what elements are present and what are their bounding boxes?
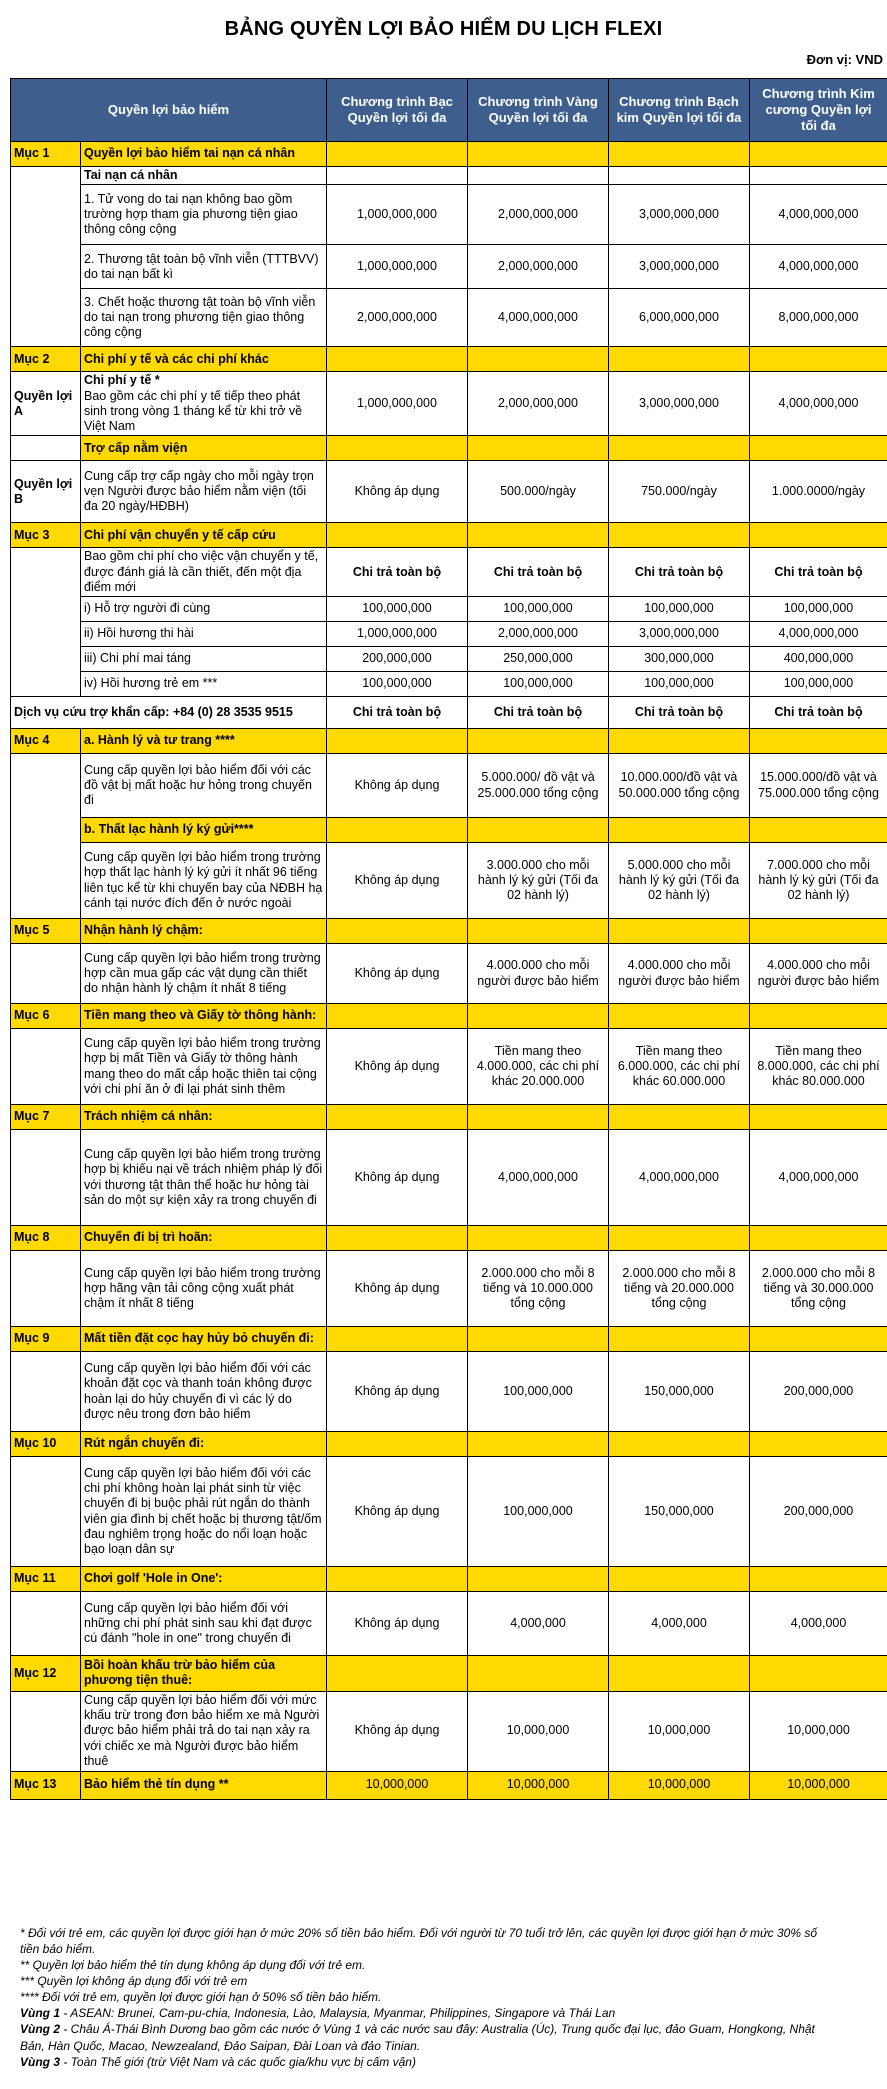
value-cell: 10,000,000 (327, 1771, 468, 1799)
header-gold: Chương trình Vàng Quyền lợi tối đa (468, 79, 609, 142)
row-label-title: Chi phí y tế * (84, 373, 160, 388)
value-cell: Chi trả toàn bộ (609, 548, 750, 597)
value-cell: 100,000,000 (327, 672, 468, 697)
row-label: Cung cấp quyền lợi bảo hiểm trong trường hợp cần mua gấp các vật dụng cần thiết do nhận hành lý chậm ít nhất 8 tiếng (81, 944, 327, 1004)
value-cell: 200,000,000 (750, 1457, 887, 1567)
value-cell: 2,000,000,000 (468, 245, 609, 289)
section-row (11, 1004, 887, 1029)
zone-label: Vùng 2 (20, 2022, 61, 2037)
row-label: Cung cấp quyền lợi bảo hiểm đối với các chi phí không hoàn lại phát sinh từ việc chuyến đi bị buộc phải rút ngắn do thành viên gia đình bị chết hoặc bị thương tật/ốm đau nghiêm trọng hoặc do nổi loạn hoặc bạo loạn dân sự (81, 1457, 327, 1567)
value-cell: 10,000,000 (750, 1691, 887, 1771)
section-title: Chuyến đi bị trì hoãn: (81, 1226, 327, 1251)
value-cell: Chi trả toàn bộ (327, 548, 468, 597)
table-row (11, 1352, 887, 1432)
section-row (11, 1771, 887, 1799)
section-row (11, 523, 887, 548)
section-row (11, 1656, 887, 1692)
table-row (11, 1029, 887, 1105)
section-title: Bồi hoàn khấu trừ bảo hiểm của phương tiện thuê: (81, 1656, 327, 1692)
value-cell: 4,000,000,000 (750, 185, 887, 245)
value-cell: Không áp dụng (327, 1691, 468, 1771)
section-title: Rút ngắn chuyến đi: (81, 1432, 327, 1457)
value-cell: 150,000,000 (609, 1457, 750, 1567)
value-cell: 5.000.000 cho mỗi hành lý ký gửi (Tối đa 02 hành lý) (609, 843, 750, 919)
section-row (11, 1567, 887, 1592)
value-cell: 1,000,000,000 (327, 245, 468, 289)
section-label: Mục 3 (11, 523, 81, 548)
subsection-title: Tai nạn cá nhân (81, 167, 327, 185)
zone-note (20, 2005, 887, 2021)
value-cell: 200,000,000 (750, 1352, 887, 1432)
value-cell: 3.000.000 cho mỗi hành lý ký gửi (Tối đa 02 hành lý) (468, 843, 609, 919)
value-cell: 100,000,000 (468, 672, 609, 697)
value-cell: 100,000,000 (750, 672, 887, 697)
header-silver: Chương trình Bạc Quyền lợi tối đa (327, 79, 468, 142)
value-cell: 4,000,000,000 (750, 372, 887, 436)
value-cell: Chi trả toàn bộ (468, 548, 609, 597)
value-cell: 4.000.000 cho mỗi người được bảo hiểm (468, 944, 609, 1004)
value-cell: 2,000,000,000 (468, 185, 609, 245)
value-cell: 500.000/ngày (468, 461, 609, 523)
section-row (11, 436, 887, 461)
zone-desc: - Toàn Thế giới (trừ Việt Nam và các quốc gia/khu vực bị cấm vận) (60, 2054, 416, 2069)
table-row (11, 754, 887, 818)
value-cell: 2,000,000,000 (468, 622, 609, 647)
section-label: Mục 6 (11, 1004, 81, 1029)
table-row (11, 167, 887, 185)
value-cell: 100,000,000 (468, 1457, 609, 1567)
value-cell: Chi trả toàn bộ (327, 697, 468, 729)
section-label: Mục 7 (11, 1105, 81, 1130)
table-row (11, 1457, 887, 1567)
value-cell: 250,000,000 (468, 647, 609, 672)
value-cell: Tiền mang theo 4.000.000, các chi phí khác 20.000.000 (468, 1029, 609, 1105)
section-row (11, 1327, 887, 1352)
row-label: Cung cấp quyền lợi bảo hiểm trong trường hợp bị khiếu nại về trách nhiệm pháp lý đối với thương tật thân thể hoặc hư hỏng tài sản do một sự kiện xảy ra trong chuyến đi (81, 1130, 327, 1226)
zone-desc: - Châu Á-Thái Bình Dương bao gồm các nước ở Vùng 1 và các nước sau đây: Australia (Úc), Trung quốc đại lục, đảo Guam, Hongkong, Nhật (60, 2022, 815, 2037)
value-cell: 3,000,000,000 (609, 185, 750, 245)
value-cell: 2,000,000,000 (468, 372, 609, 436)
value-cell: 8,000,000,000 (750, 289, 887, 347)
section-title: Tiền mang theo và Giấy tờ thông hành: (81, 1004, 327, 1029)
section-title: Nhận hành lý chậm: (81, 919, 327, 944)
table-row (11, 622, 887, 647)
table-row (11, 843, 887, 919)
value-cell: 4,000,000 (609, 1592, 750, 1656)
page-title: BẢNG QUYỀN LỢI BẢO HIỂM DU LỊCH FLEXI (224, 18, 663, 40)
value-cell: 10,000,000 (609, 1691, 750, 1771)
table-row (11, 185, 887, 245)
section-label: Mục 10 (11, 1432, 81, 1457)
row-label: i) Hỗ trợ người đi cùng (81, 597, 327, 622)
section-label: Mục 5 (11, 919, 81, 944)
table-row (11, 1691, 887, 1771)
value-cell: 150,000,000 (609, 1352, 750, 1432)
row-group-label: Quyền lợi A (11, 372, 81, 436)
footnote: tiền bảo hiểm. (20, 1942, 96, 1957)
value-cell: 10.000.000/đồ vật và 50.000.000 tổng cộng (609, 754, 750, 818)
table-row (11, 1592, 887, 1656)
value-cell: Chi trả toàn bộ (609, 697, 750, 729)
value-cell: 100,000,000 (468, 597, 609, 622)
section-title: b. Thất lạc hành lý ký gửi**** (81, 818, 327, 843)
value-cell: Không áp dụng (327, 754, 468, 818)
zone-label: Vùng 3 (20, 2054, 61, 2069)
table-row (11, 597, 887, 622)
header-platinum: Chương trình Bạch kim Quyền lợi tối đa (609, 79, 750, 142)
value-cell: 4,000,000 (468, 1592, 609, 1656)
value-cell: 3,000,000,000 (609, 622, 750, 647)
table-row (11, 548, 887, 597)
footnote: *** Quyền lợi không áp dụng đối với trẻ em (20, 1974, 248, 1989)
table-row (11, 461, 887, 523)
table-row (11, 245, 887, 289)
section-title: Trợ cấp nằm viện (81, 436, 327, 461)
value-cell: 4,000,000,000 (468, 1130, 609, 1226)
table-row (11, 289, 887, 347)
section-row (11, 1105, 887, 1130)
value-cell: 3,000,000,000 (609, 372, 750, 436)
value-cell: 1,000,000,000 (327, 185, 468, 245)
row-label: 1. Tử vong do tai nạn không bao gồm trường hợp tham gia phương tiện giao thông công cộng (81, 185, 327, 245)
row-label: 3. Chết hoặc thương tật toàn bộ vĩnh viễn do tai nạn trong phương tiện giao thông công cộng (81, 289, 327, 347)
section-label: Mục 11 (11, 1567, 81, 1592)
value-cell: Tiền mang theo 8.000.000, các chi phí khác 80.000.000 (750, 1029, 887, 1105)
value-cell: Không áp dụng (327, 1457, 468, 1567)
header-benefit: Quyền lợi bảo hiểm (11, 79, 327, 142)
value-cell: Chi trả toàn bộ (750, 548, 887, 597)
value-cell: Không áp dụng (327, 843, 468, 919)
row-label: Cung cấp quyền lợi bảo hiểm đối với những chi phí phát sinh sau khi đạt được cú đánh "hole in one" trong chuyến đi (81, 1592, 327, 1656)
table-row (11, 672, 887, 697)
value-cell: 2.000.000 cho mỗi 8 tiếng và 10.000.000 tổng cộng (468, 1251, 609, 1327)
section-label: Mục 9 (11, 1327, 81, 1352)
value-cell: 4,000,000,000 (468, 289, 609, 347)
value-cell: 4,000,000 (750, 1592, 887, 1656)
footnote: ** Quyền lợi bảo hiểm thẻ tín dụng không áp dụng đối với trẻ em. (20, 1958, 366, 1973)
section-label: Mục 8 (11, 1226, 81, 1251)
section-label: Mục 1 (11, 142, 81, 167)
section-row (11, 729, 887, 754)
value-cell: Không áp dụng (327, 1130, 468, 1226)
value-cell: 4,000,000,000 (750, 245, 887, 289)
section-title: a. Hành lý và tư trang **** (81, 729, 327, 754)
value-cell: 1,000,000,000 (327, 622, 468, 647)
value-cell: Không áp dụng (327, 1592, 468, 1656)
zone-desc: - ASEAN: Brunei, Cam-pu-chia, Indonesia, Lào, Malaysia, Myanmar, Philippines, Singapore và Thái Lan (60, 2006, 616, 2021)
section-title: Chi phí vận chuyển y tế cấp cứu (81, 523, 327, 548)
value-cell: 4.000.000 cho mỗi người được bảo hiểm (609, 944, 750, 1004)
row-label: Bao gồm chi phí cho việc vận chuyển y tế, được đánh giá là cần thiết, đến một địa điểm mới (81, 548, 327, 597)
zone-note-continued: Bản, Hàn Quốc, Macao, Newzealand, Đảo Saipan, Đài Loan và đảo Tinian. (20, 2038, 421, 2053)
section-label: Mục 4 (11, 729, 81, 754)
value-cell: Không áp dụng (327, 944, 468, 1004)
row-label: Cung cấp quyền lợi bảo hiểm đối với các đồ vật bị mất hoặc hư hỏng trong chuyến đi (81, 754, 327, 818)
table-row (11, 1251, 887, 1327)
section-label: Mục 2 (11, 347, 81, 372)
section-title: Chơi golf 'Hole in One': (81, 1567, 327, 1592)
row-label: Cung cấp quyền lợi bảo hiểm trong trường hợp bị mất Tiền và Giấy tờ thông hành mang theo do mất cắp hoặc thiên tai cộng với chi phí ăn ở đi lại phát sinh thêm (81, 1029, 327, 1105)
row-label: Cung cấp quyền lợi bảo hiểm đối với mức khấu trừ trong đơn bảo hiểm xe mà Người được bảo hiểm phải trả do tai nạn xảy ra với chiếc xe mà Người được bảo hiểm thuê (81, 1691, 327, 1771)
value-cell: 2,000,000,000 (327, 289, 468, 347)
section-row (11, 919, 887, 944)
section-title: Chi phí y tế và các chi phí khác (81, 347, 327, 372)
value-cell: 100,000,000 (609, 672, 750, 697)
value-cell: 100,000,000 (750, 597, 887, 622)
footnotes (20, 1925, 887, 2070)
section-row (11, 1226, 887, 1251)
value-cell: 10,000,000 (468, 1691, 609, 1771)
value-cell: Chi trả toàn bộ (468, 697, 609, 729)
value-cell: 4,000,000,000 (609, 1130, 750, 1226)
row-label: iii) Chi phí mai táng (81, 647, 327, 672)
zone-note (20, 2021, 887, 2037)
value-cell: 10,000,000 (468, 1771, 609, 1799)
row-label: Cung cấp quyền lợi bảo hiểm trong trường hợp thất lạc hành lý ký gửi ít nhất 96 tiếng liên tục kể từ khi chuyến bay của NĐBH hạ cánh tại nước đích đến ở nước ngoài (81, 843, 327, 919)
section-label: Mục 12 (11, 1656, 81, 1692)
value-cell: 1,000,000,000 (327, 372, 468, 436)
section-title: Bảo hiểm thẻ tín dụng ** (81, 1771, 327, 1799)
row-group-label: Quyền lợi B (11, 461, 81, 523)
section-row (11, 1432, 887, 1457)
section-row (11, 818, 887, 843)
value-cell: Không áp dụng (327, 1251, 468, 1327)
value-cell: 10,000,000 (750, 1771, 887, 1799)
value-cell: 4,000,000,000 (750, 622, 887, 647)
table-row (11, 647, 887, 672)
row-label: 2. Thương tật toàn bộ vĩnh viễn (TTTBVV) do tai nạn bất kì (81, 245, 327, 289)
value-cell: 7.000.000 cho mỗi hành lý ký gửi (Tối đa 02 hành lý) (750, 843, 887, 919)
value-cell: 100,000,000 (327, 597, 468, 622)
section-title: Quyền lợi bảo hiểm tai nạn cá nhân (81, 142, 327, 167)
footnote: **** Đối với trẻ em, quyền lợi được giới hạn ở 50% số tiền bảo hiểm. (20, 1990, 382, 2005)
zone-label: Vùng 1 (20, 2006, 61, 2021)
value-cell: 4,000,000,000 (750, 1130, 887, 1226)
row-label: Cung cấp quyền lợi bảo hiểm đối với các khoản đặt cọc và thanh toán không được hoàn lại do hủy chuyến đi vì các lý do được nêu trong đơn bảo hiểm (81, 1352, 327, 1432)
value-cell: 4.000.000 cho mỗi người được bảo hiểm (750, 944, 887, 1004)
section-label: Mục 13 (11, 1771, 81, 1799)
footnote: * Đối với trẻ em, các quyền lợi được giới hạn ở mức 20% số tiền bảo hiểm. Đối với người từ 70 tuổi trở lên, các quyền lợi được giới hạn ở mức 30% số (20, 1926, 818, 1940)
value-cell: 2.000.000 cho mỗi 8 tiếng và 20.000.000 tổng cộng (609, 1251, 750, 1327)
value-cell: 3,000,000,000 (609, 245, 750, 289)
value-cell: Không áp dụng (327, 461, 468, 523)
value-cell: 5.000.000/ đồ vật và 25.000.000 tổng cộng (468, 754, 609, 818)
value-cell: 10,000,000 (609, 1771, 750, 1799)
zone-note (20, 2054, 887, 2070)
value-cell: 1.000.0000/ngày (750, 461, 887, 523)
value-cell: 100,000,000 (609, 597, 750, 622)
table-row (11, 697, 887, 729)
value-cell: 300,000,000 (609, 647, 750, 672)
value-cell: 100,000,000 (468, 1352, 609, 1432)
section-title: Trách nhiệm cá nhân: (81, 1105, 327, 1130)
value-cell: Tiền mang theo 6.000.000, các chi phí khác 60.000.000 (609, 1029, 750, 1105)
section-title: Mất tiền đặt cọc hay hủy bỏ chuyến đi: (81, 1327, 327, 1352)
unit-label: Đơn vị: VND (806, 52, 883, 67)
table-row (11, 944, 887, 1004)
rescue-hotline: Dịch vụ cứu trợ khẩn cấp: +84 (0) 28 3535 9515 (11, 697, 327, 729)
value-cell: Không áp dụng (327, 1029, 468, 1105)
table-header-row (11, 79, 887, 142)
row-label: Cung cấp quyền lợi bảo hiểm trong trường hợp hãng vận tải công cộng xuất phát chậm ít nhất 8 tiếng (81, 1251, 327, 1327)
value-cell: 2.000.000 cho mỗi 8 tiếng và 30.000.000 tổng cộng (750, 1251, 887, 1327)
row-label: ii) Hồi hương thi hài (81, 622, 327, 647)
value-cell: 6,000,000,000 (609, 289, 750, 347)
section-row (11, 142, 887, 167)
header-diamond: Chương trình Kim cương Quyền lợi tối đa (750, 79, 887, 142)
row-label-desc: Bao gồm các chi phí y tế tiếp theo phát sinh trong vòng 1 tháng kể từ khi trở về Việt Nam (84, 388, 303, 433)
table-row (11, 372, 887, 436)
row-label: Cung cấp trợ cấp ngày cho mỗi ngày trọn vẹn Người được bảo hiểm nằm viện (tối đa 20 ngày/HĐBH) (81, 461, 327, 523)
benefits-table (10, 78, 887, 1800)
row-label: iv) Hồi hương trẻ em *** (81, 672, 327, 697)
value-cell: Không áp dụng (327, 1352, 468, 1432)
value-cell: 750.000/ngày (609, 461, 750, 523)
section-row (11, 347, 887, 372)
value-cell: 15.000.000/đồ vật và 75.000.000 tổng cộng (750, 754, 887, 818)
value-cell: 400,000,000 (750, 647, 887, 672)
value-cell: Chi trả toàn bộ (750, 697, 887, 729)
row-label (81, 372, 327, 436)
table-row (11, 1130, 887, 1226)
value-cell: 200,000,000 (327, 647, 468, 672)
